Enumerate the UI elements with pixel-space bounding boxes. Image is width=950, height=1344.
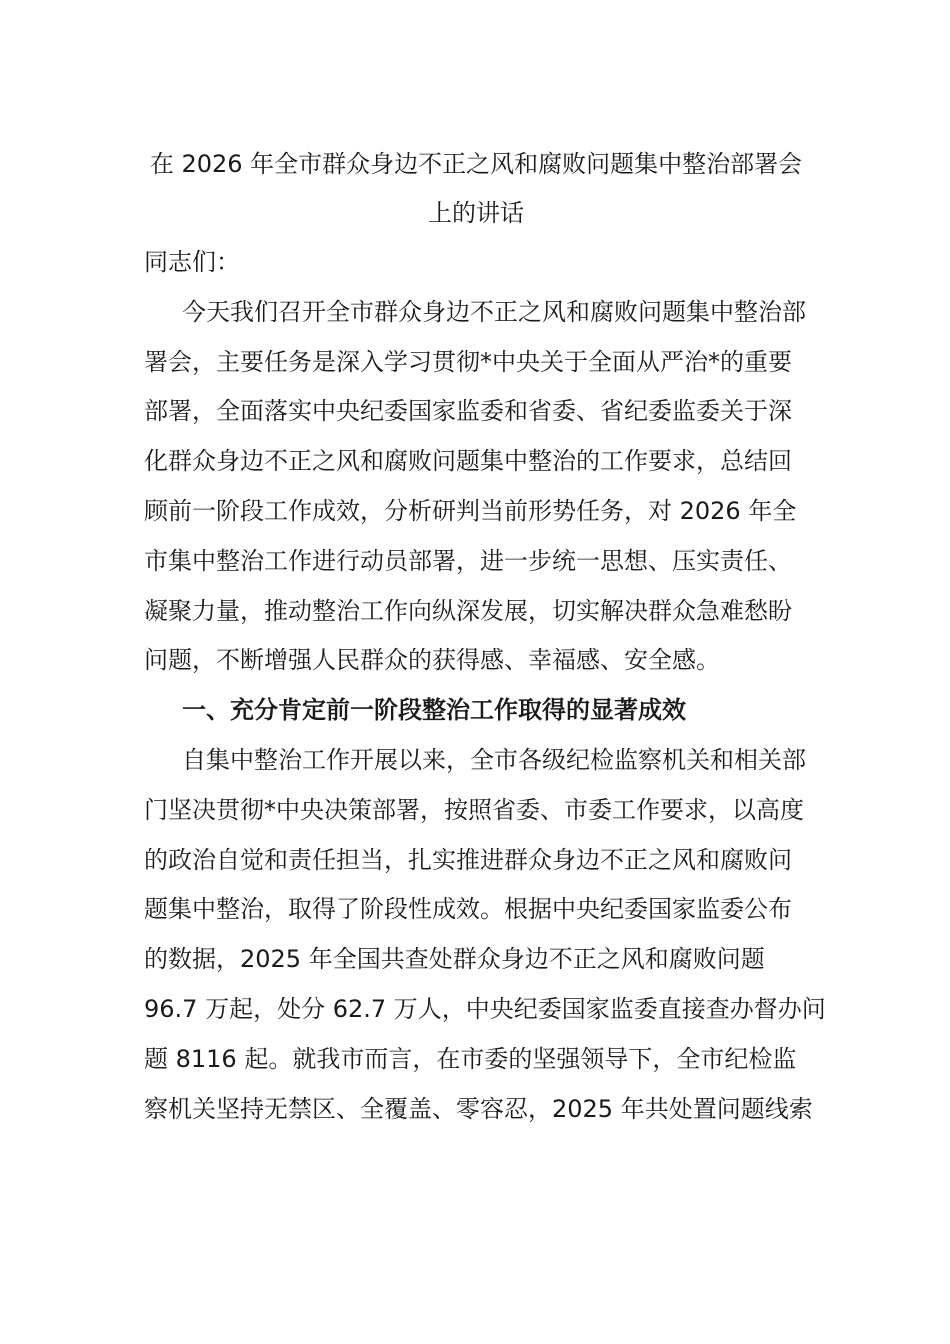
title-line-1: 在 2026 年全市群众身边不正之风和腐败问题集中整治部署会 bbox=[149, 150, 803, 178]
intro-paragraph bbox=[144, 288, 808, 686]
section-1-heading: 一、充分肯定前一阶段整治工作取得的显著成效 bbox=[182, 696, 686, 725]
intro-line: 问题，不断增强人民群众的获得感、幸福感、安全感。 bbox=[144, 646, 720, 675]
section-1-line: 题 8116 起。就我市而言，在市委的坚强领导下，全市纪检监 bbox=[144, 1044, 797, 1073]
section-1-line: 察机关坚持无禁区、全覆盖、零容忍，2025 年共处置问题线索 bbox=[144, 1094, 813, 1123]
intro-line: 凝聚力量，推动整治工作向纵深发展，切实解决群众急难愁盼 bbox=[144, 596, 792, 625]
intro-line: 署会，主要任务是深入学习贯彻*中央关于全面从严治*的重要 bbox=[144, 347, 792, 376]
intro-line: 化群众身边不正之风和腐败问题集中整治的工作要求，总结回 bbox=[144, 447, 792, 476]
section-1-line: 门坚决贯彻*中央决策部署，按照省委、市委工作要求，以高度 bbox=[144, 795, 804, 824]
document-title bbox=[144, 140, 808, 238]
intro-line: 部署，全面落实中央纪委国家监委和省委、省纪委监委关于深 bbox=[144, 397, 792, 426]
section-1-paragraph bbox=[144, 736, 826, 1134]
intro-line: 今天我们召开全市群众身边不正之风和腐败问题集中整治部 bbox=[182, 297, 806, 326]
intro-line: 市集中整治工作进行动员部署，进一步统一思想、压实责任、 bbox=[144, 546, 792, 575]
section-1-line: 的政治自觉和责任担当，扎实推进群众身边不正之风和腐败问 bbox=[144, 845, 792, 874]
section-1-line: 的数据，2025 年全国共查处群众身边不正之风和腐败问题 bbox=[144, 945, 765, 974]
document-page bbox=[144, 140, 826, 1134]
title-line-2: 上的讲话 bbox=[428, 199, 524, 227]
section-1-line: 题集中整治，取得了阶段性成效。根据中央纪委国家监委公布 bbox=[144, 895, 792, 924]
intro-line: 顾前一阶段工作成效，分析研判当前形势任务，对 2026 年全 bbox=[144, 496, 797, 525]
salutation: 同志们： bbox=[144, 248, 240, 276]
section-1-line: 自集中整治工作开展以来，全市各级纪检监察机关和相关部 bbox=[182, 745, 806, 774]
section-1-line: 96.7 万起，处分 62.7 万人，中央纪委国家监委直接查办督办问 bbox=[144, 994, 826, 1023]
